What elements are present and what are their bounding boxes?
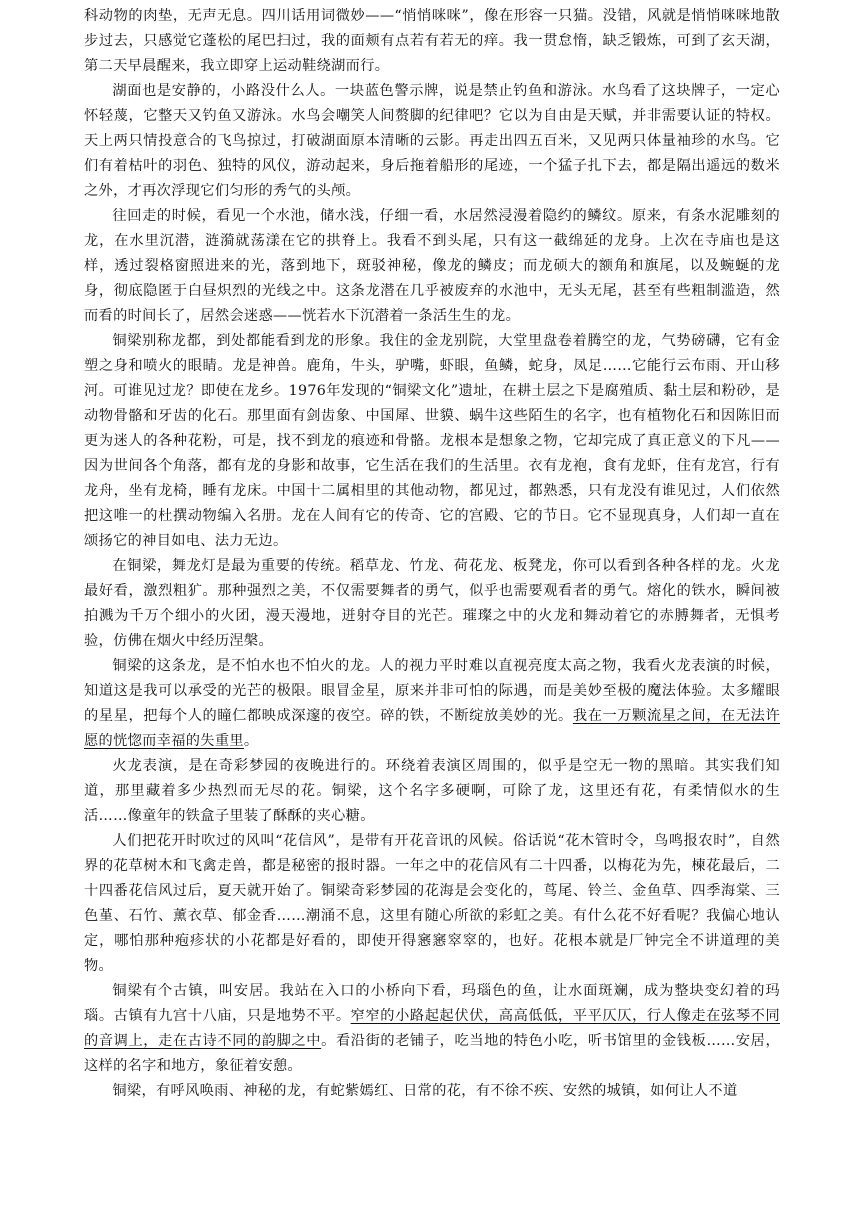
paragraph-3 [84,204,780,329]
text-segment: 火龙表演，是在奇彩梦园的夜晚进行的。环绕着表演区周围的，似乎是空无一物的黑暗。其实我们知道，那里藏着多少热烈而无尽的花。铜梁，这个名字多硬啊，可除了龙，这里还有花，有柔情似水的生活……像童年的铁盒子里装了酥酥的夹心糖。 [84,758,780,824]
paragraph-5 [84,554,780,654]
underlined-sentence: 窄窄的小路起起伏伏，高高低低，平平仄仄，行人像走在弦琴不同的音调上，走在古诗不同的韵脚之中 [84,1008,780,1049]
paragraph-8 [84,829,780,979]
text-segment: 在铜梁，舞龙灯是最为重要的传统。稻草龙、竹龙、荷花龙、板凳龙，你可以看到各种各样的龙。火龙最好看，激烈粗犷。那种强烈之美，不仅需要舞者的勇气，似乎也需要观看者的勇气。熔化的铁水，瞬间被拍溅为千万个细小的火团，漫天漫地，迸射夺目的光芒。璀璨之中的火龙和舞动着它的赤膊舞者，无惧考验，仿佛在烟火中经历涅槃。 [84,558,780,649]
text-segment: 铜梁有个古镇，叫安居。我站在入口的小桥向下看，玛瑙色的鱼，让水面斑斓，成为整块变幻着的玛瑙。古镇有九宫十八庙，只是地势不平。 [84,983,780,1024]
text-segment: 。看沿街的老铺子，吃当地的特色小吃，听书馆里的金钱板……安居，这样的名字和地方，象征着安憩。 [84,1033,780,1074]
paragraph-2 [84,79,780,204]
text-segment: 人们把花开时吹过的风叫“花信风”，是带有开花音讯的风候。俗话说“花木管时令，鸟鸣报农时”，自然界的花草树木和飞禽走兽，都是秘密的报时器。一年之中的花信风有二十四番，以梅花为先，楝花最后，二十四番花信风过后，夏天就开始了。铜梁奇彩梦园的花海是会变化的，茑尾、铃兰、金鱼草、四季海棠、三色堇、石竹、薰衣草、郁金香……潮涌不息，这里有随心所欲的彩虹之美。有什么花不好看呢？我偏心地认定，哪怕那种疱疹状的小花都是好看的，即使开得窸窸窣窣的，也好。花根本就是厂钟完全不讲道理的美物。 [84,833,780,974]
paragraph-7 [84,754,780,829]
paragraph-6 [84,654,780,754]
text-segment: 铜梁，有呼风唤雨、神秘的龙，有蛇紫嫣红、日常的花，有不徐不疾、安然的城镇，如何让人不道 [112,1083,738,1099]
paragraph-9 [84,979,780,1079]
article-body [84,4,780,1104]
text-segment: 铜梁别称龙都，到处都能看到龙的形象。我住的金龙别院，大堂里盘卷着腾空的龙，气势磅礴，它有金塑之身和喷火的眼睛。龙是神兽。鹿角，牛头，驴嘴，虾眼，鱼鳞，蛇身，凤足……它能行云布雨、开山移河。可谁见过龙？即使在龙乡。1976年发现的“铜梁文化”遗址，在耕土层之下是腐殖质、黏土层和粉砂，是动物骨骼和牙齿的化石。那里面有剑齿象、中国犀、世貘、蜗牛这些陌生的名字，也有植物化石和因陈旧而更为迷人的各种花粉，可是，找不到龙的痕迹和骨骼。龙根本是想象之物，它却完成了真正意义的下凡——因为世间各个角落，都有龙的身影和故事，它生活在我们的生活里。衣有龙袍，食有龙虾，住有龙宫，行有龙舟，坐有龙椅，睡有龙床。中国十二属相里的其他动物，都见过，都熟悉，只有龙没有谁见过，人们依然把这唯一的杜撰动物编入名册。龙在人间有它的传奇、它的宫殿、它的节日。它不显现真身，人们却一直在颂扬它的神目如电、法力无边。 [84,333,780,549]
text-segment: 科动物的肉垫，无声无息。四川话用词微妙——“悄悄咪咪”，像在形容一只猫。没错，风就是悄悄咪咪地散步过去，只感觉它蓬松的尾巴扫过，我的面颊有点若有若无的痒。我一贯怠惰，缺乏锻炼，可到了玄天湖，第二天早晨醒来，我立即穿上运动鞋绕湖而行。 [84,8,780,74]
text-segment: 往回走的时候，看见一个水池，储水浅，仔细一看，水居然浸漫着隐约的鳞纹。原来，有条水泥雕刻的龙，在水里沉潜，涟漪就荡漾在它的拱脊上。我看不到头尾，只有这一截绵延的龙身。上次在寺庙也是这样，透过裂格窗照进来的光，落到地下，斑驳神秘，像龙的鳞皮；而龙硕大的额角和旗尾，以及蜿蜒的龙身，彻底隐匿于白昼炽烈的光线之中。这条龙潜在几乎被废弃的水池中，无头无尾，甚至有些粗制滥造，然而看的时间长了，居然会迷惑——恍若水下沉潜着一条活生生的龙。 [84,208,780,324]
underlined-sentence: 我在一万颗流星之间，在无法许愿的恍惚而幸福的失重里 [84,708,780,749]
text-segment: 湖面也是安静的，小路没什么人。一块蓝色警示牌，说是禁止钓鱼和游泳。水鸟看了这块牌子，一定心怀轻蔑，它整天又钓鱼又游泳。水鸟会嘲笑人间赘脚的纪律吧？它以为自由是天赋，并非需要认证的特权。天上两只情投意合的飞鸟掠过，打破湖面原本清晰的云影。再走出四五百米，又见两只体量袖珍的水鸟。它们有着枯叶的羽色、独特的风仪，游动起来，身后拖着船形的尾迹，一个猛子扎下去，都是隔出遥远的数米之外，才再次浮现它们匀形的秀气的头颅。 [84,83,780,199]
text-segment: 铜梁的这条龙，是不怕水也不怕火的龙。人的视力平时难以直视亮度太高之物，我看火龙表演的时候，知道这是我可以承受的光芒的极限。眼冒金星，原来并非可怕的际遇，而是美妙至极的魔法体验。太多耀眼的星星，把每个人的瞳仁都映成深邃的夜空。碎的铁，不断绽放美妙的光。 [84,658,780,724]
text-segment: 。 [243,733,259,749]
paragraph-1 [84,4,780,79]
paragraph-4 [84,329,780,554]
paragraph-10 [84,1079,780,1104]
